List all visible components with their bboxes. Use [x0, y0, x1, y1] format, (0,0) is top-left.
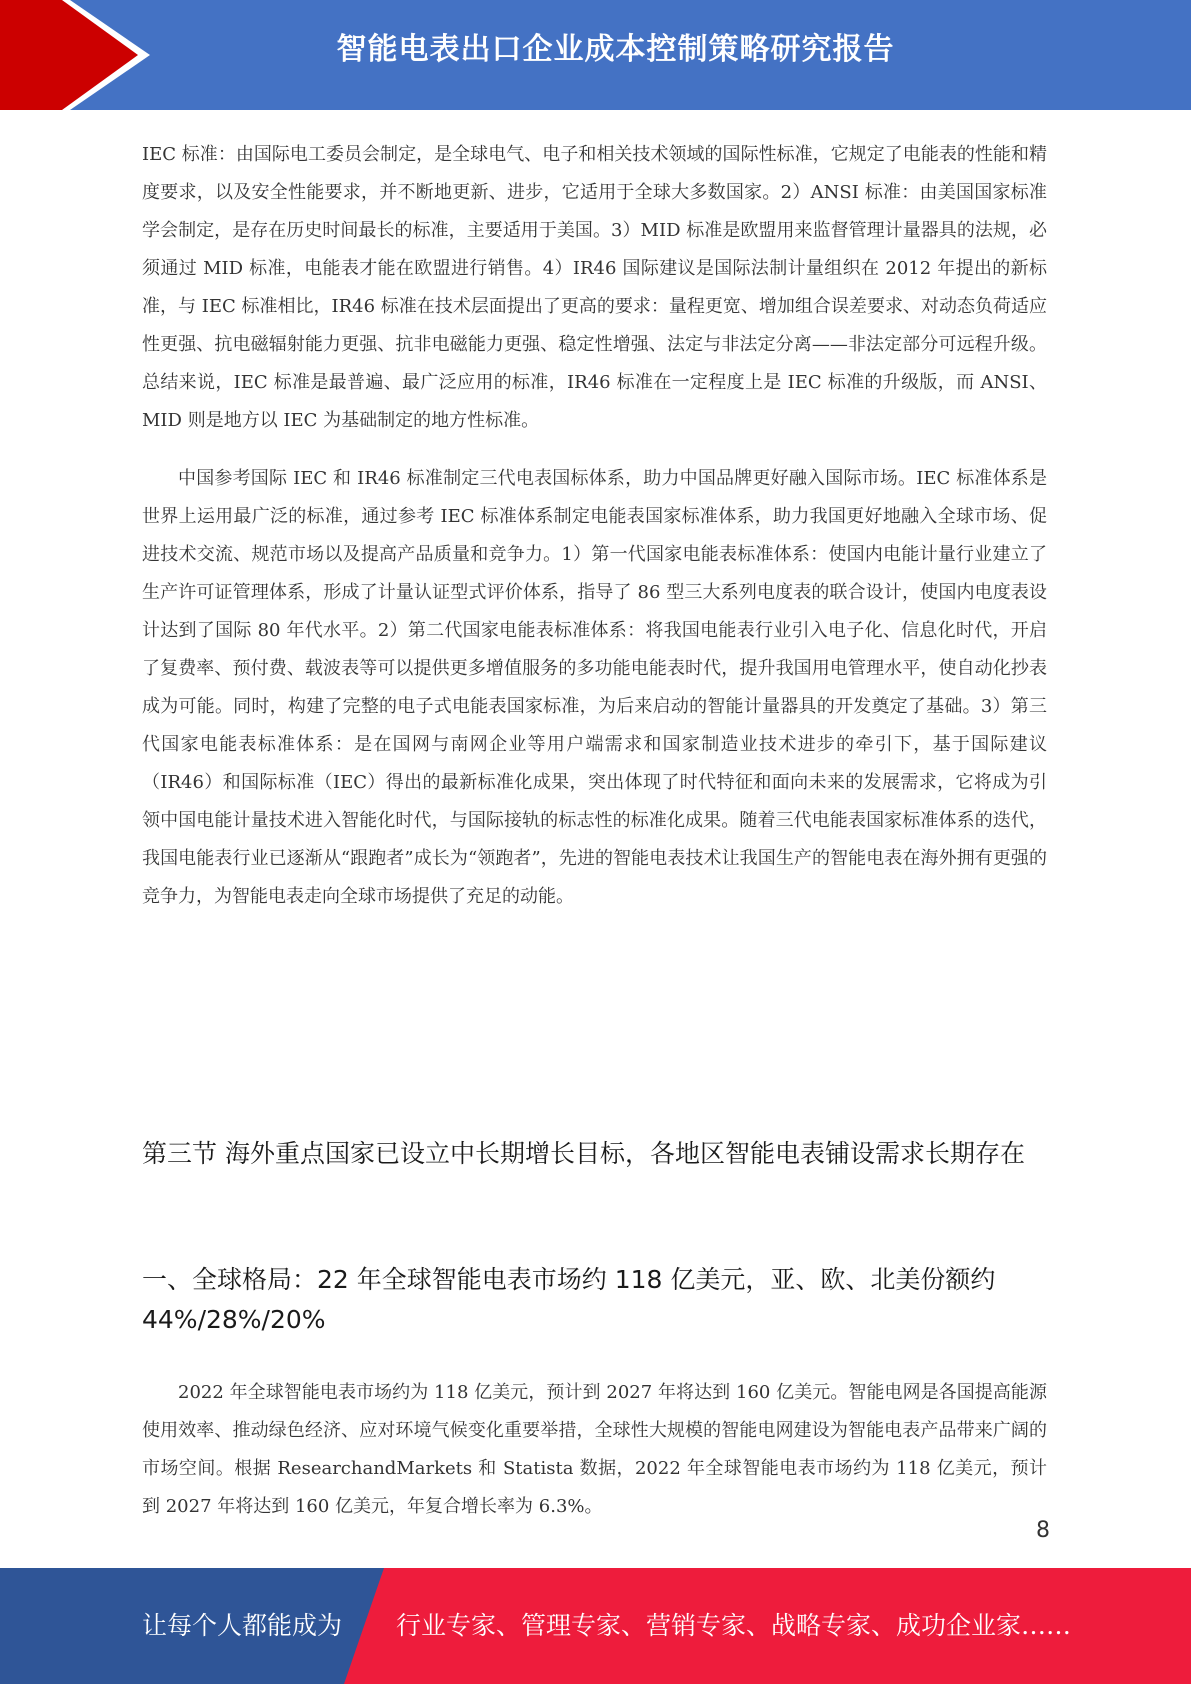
section-title: 第三节 海外重点国家已设立中长期增长目标，各地区智能电表铺设需求长期存在 — [142, 1139, 1025, 1168]
page-header — [0, 0, 1191, 110]
page-number: 8 — [1036, 1518, 1050, 1543]
subsection-title: 一、全球格局：22 年全球智能电表市场约 118 亿美元，亚、欧、北美份额约 44%/28%/20% — [142, 1265, 996, 1334]
main-content — [142, 136, 1047, 916]
paragraph-global-market: 2022 年全球智能电表市场约为 118 亿美元，预计到 2027 年将达到 160 亿美元。智能电网是各国提高能源使用效率、推动绿色经济、应对环境气候变化重要举措，全球性大规模的智能电网建设为智能电表产品带来广阔的市场空间。根据 ResearchandMarkets 和 Statista 数据，2022 年全球智能电表市场约为 118 亿美元，预计到 2027 年将达到 160 亿美元，年复合增长率为 6.3%。 — [142, 1382, 1047, 1517]
paragraph-standards: IEC 标准：由国际电工委员会制定，是全球电气、电子和相关技术领域的国际性标准，它规定了电能表的性能和精度要求，以及安全性能要求，并不断地更新、进步，它适用于全球大多数国家。2）ANSI 标准：由美国国家标准学会制定，是存在历史时间最长的标准，主要适用于美国。3）MID 标准是欧盟用来监督管理计量器具的法规，必须通过 MID 标准，电能表才能在欧盟进行销售。4）IR46 国际建议是国际法制计量组织在 2012 年提出的新标准，与 IEC 标准相比，IR46 标准在技术层面提出了更高的要求：量程更宽、增加组合误差要求、对动态负荷适应性更强、抗电磁辐射能力更强、抗非电磁能力更强、稳定性增强、法定与非法定分离——非法定部分可远程升级。总结来说，IEC 标准是最普遍、最广泛应用的标准，IR46 标准在一定程度上是 IEC 标准的升级版，而 ANSI、MID 则是地方以 IEC 为基础制定的地方性标准。 — [142, 144, 1047, 431]
footer-slogan-right: 行业专家、管理专家、营销专家、战略专家、成功企业家…… — [396, 1611, 1072, 1640]
report-title: 智能电表出口企业成本控制策略研究报告 — [336, 32, 895, 67]
paragraph-china-standards: 中国参考国际 IEC 和 IR46 标准制定三代电表国标体系，助力中国品牌更好融入国际市场。IEC 标准体系是世界上运用最广泛的标准，通过参考 IEC 标准体系制定电能表国家标准体系，助力我国更好地融入全球市场、促进技术交流、规范市场以及提高产品质量和竞争力。1）第一代国家电能表标准体系：使国内电能计量行业建立了生产许可证管理体系，形成了计量认证型式评价体系，指导了 86 型三大系列电度表的联合设计，使国内电度表设计达到了国际 80 年代水平。2）第二代国家电能表标准体系：将我国电能表行业引入电子化、信息化时代，开启了复费率、预付费、载波表等可以提供更多增值服务的多功能电能表时代，提升我国用电管理水平，使自动化抄表成为可能。同时，构建了完整的电子式电能表国家标准，为后来启动的智能计量器具的开发奠定了基础。3）第三代国家电能表标准体系：是在国网与南网企业等用户端需求和国家制造业技术进步的牵引下，基于国际建议（IR46）和国际标准（IEC）得出的最新标准化成果，突出体现了时代特征和面向未来的发展需求，它将成为引领中国电能计量技术进入智能化时代，与国际接轨的标志性的标准化成果。随着三代电能表国家标准体系的迭代，我国电能表行业已逐渐从“跟跑者”成长为“领跑者”，先进的智能电表技术让我国生产的智能电表在海外拥有更强的竞争力，为智能电表走向全球市场提供了充足的动能。 — [142, 468, 1047, 907]
page-footer — [0, 1568, 1191, 1684]
footer-slogan-left: 让每个人都能成为 — [142, 1611, 343, 1640]
